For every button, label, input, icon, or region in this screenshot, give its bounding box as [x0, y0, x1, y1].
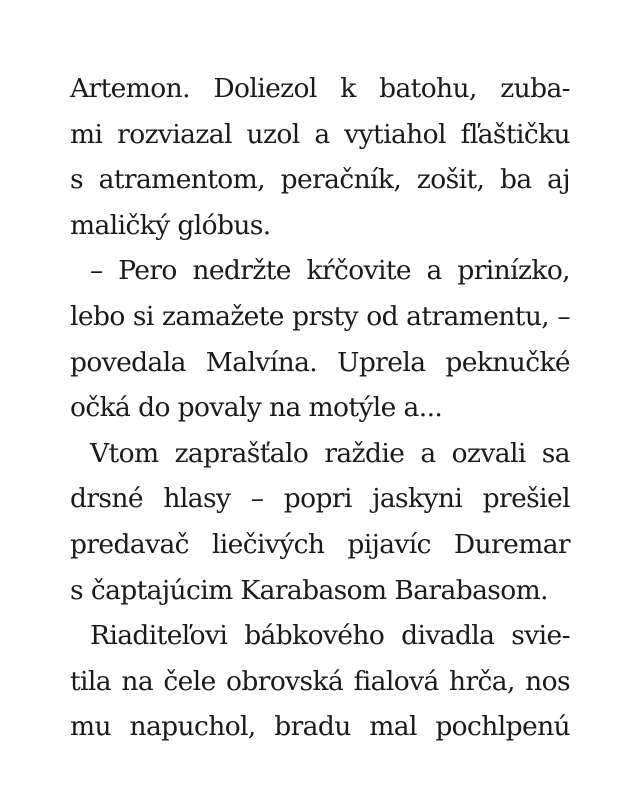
text-line: predavač liečivých pijavíc Duremar [70, 528, 570, 560]
text-line: mu napuchol, bradu mal pochlpenú [70, 711, 570, 743]
paragraph [70, 431, 570, 613]
text-line: – Pero nedržte kŕčovite a prinízko, [90, 255, 570, 287]
text-line: drsné hlasy – popri jaskyni prešiel [70, 483, 570, 515]
text-line: Riaditeľovi bábkového divadla svie- [90, 620, 570, 652]
paragraph [70, 248, 570, 430]
text-line: povedala Malvína. Uprela peknučké [70, 346, 570, 378]
text-line: mi rozviazal uzol a vytiahol fľaštičku [70, 118, 570, 150]
text-line: s čaptajúcim Karabasom Barabasom. [70, 574, 548, 606]
text-line: s atramentom, peračník, zošit, ba aj [70, 164, 570, 196]
text-line: maličký glóbus. [70, 209, 271, 241]
paragraph [70, 613, 570, 750]
text-line: lebo si zamažete prsty od atramentu, – [70, 300, 570, 332]
book-page-text [70, 66, 570, 750]
text-line: tila na čele obrovská fialová hrča, nos [70, 665, 570, 697]
text-line: očká do povaly na motýle a... [70, 392, 443, 424]
paragraph [70, 66, 570, 248]
text-line: Vtom zaprašťalo raždie a ozvali sa [90, 437, 570, 469]
text-line: Artemon. Doliezol k batohu, zuba- [70, 73, 570, 104]
